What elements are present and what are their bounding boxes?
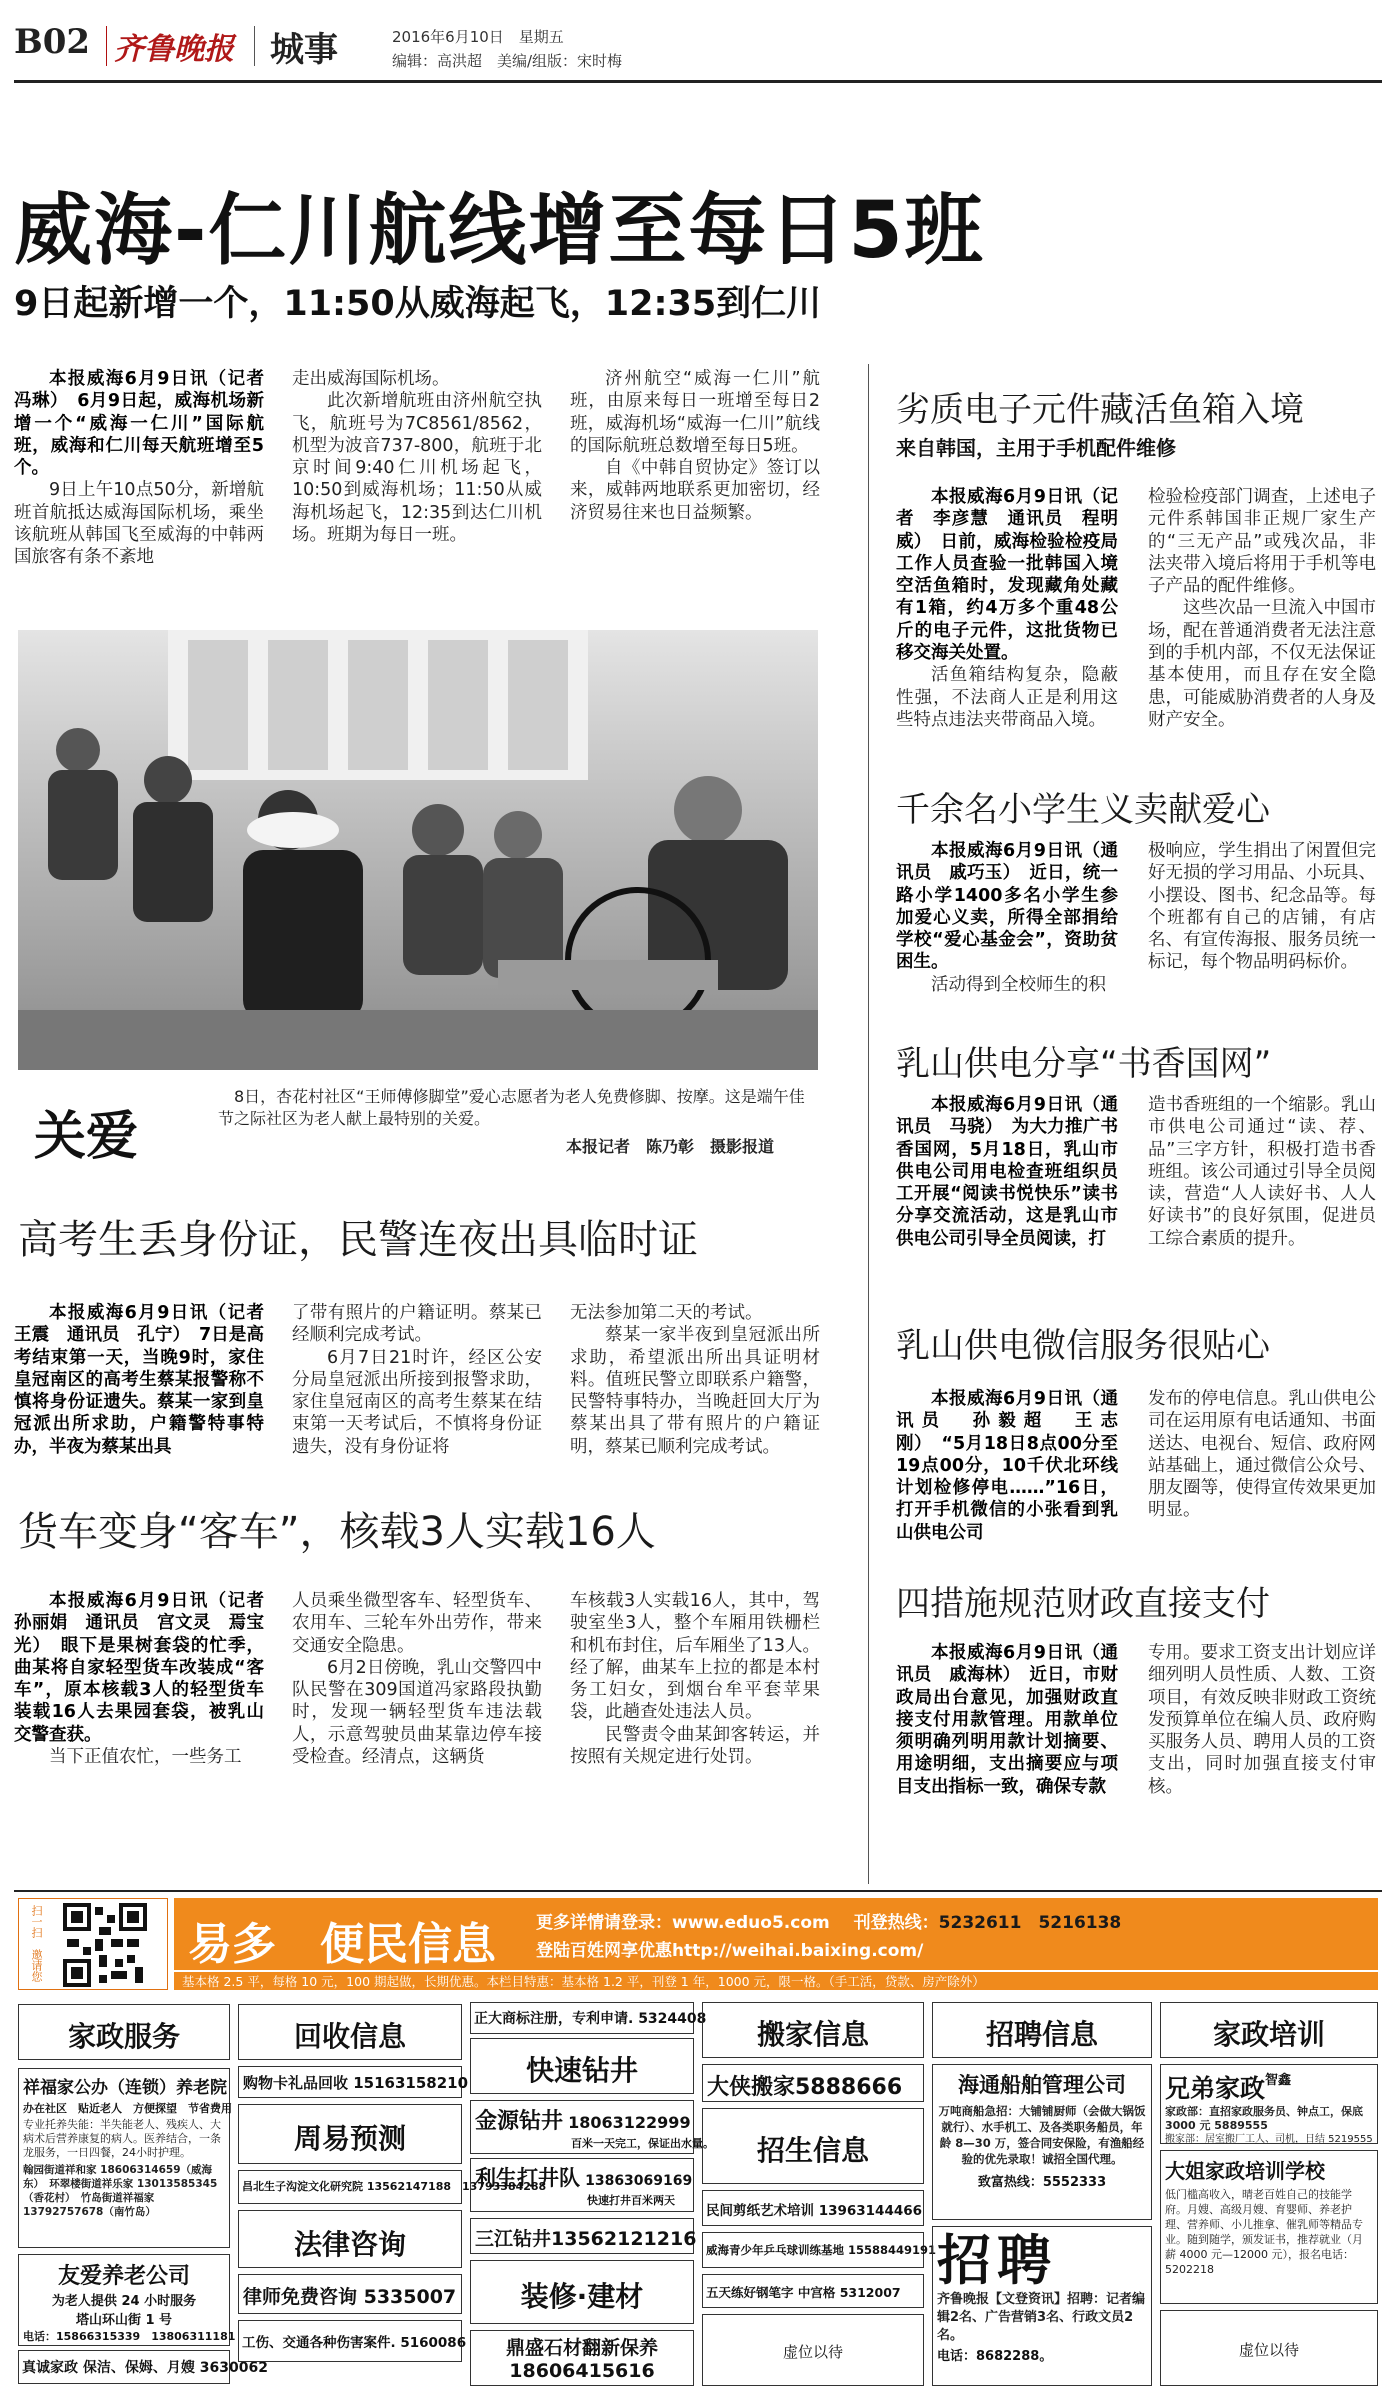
ad-cat-moving: 搬家信息 xyxy=(702,2002,924,2058)
article-title-wechat: 乳山供电微信服务很贴心 xyxy=(896,1326,1270,1366)
ad-cat-home: 家政服务 xyxy=(18,2004,230,2060)
paragraph: 9日上午10点50分，新增航班首航抵达威海国际机场，乘坐该航班从韩国飞至威海的中韩两国旅客有条不紊地 xyxy=(14,480,264,568)
ad-trademark: 正大商标注册，专利申请. 5324408 xyxy=(470,2002,694,2034)
banner-line1-label: 更多详情请登录： xyxy=(536,1913,672,1933)
ad-giftcard: 购物卡礼品回收 15163158210 xyxy=(238,2066,462,2098)
header-rule xyxy=(14,80,1382,83)
page-header xyxy=(14,14,1382,78)
paragraph: 车核载3人实载16人，其中，驾驶室坐3人，整个车厢用铁栅栏和机布封住，后车厢坐了13人。经了解，曲某车上拉的都是本村务工妇女，到烟台牟平套苹果袋，此趟查处违法人员。 xyxy=(570,1591,820,1723)
qr-text: 扫一扫 邀请您 xyxy=(30,1905,43,1982)
ad-jinyuan: 金源钻井 18063122999 百米一天完工，保证出水量。 xyxy=(470,2100,694,2154)
paragraph: 本报威海6月9日讯（通讯员 孙毅超 王志刚） “5月18日8点00分至19点00分，10千伏北环线计划检修停电……”16日，打开手机微信的小张看到乳山供电公司 xyxy=(896,1389,1118,1543)
paragraph: 造书香班组的一个缩影。乳山市供电公司通过“读、荐、品”三字方针，积极打造书香班组。该公司通过引导全员阅读，营造“人人读好书、人人好读书”的良好氛围，促进员工综合素质的提升。 xyxy=(1148,1095,1376,1249)
ad-cat-training: 家政培训 xyxy=(1160,2002,1378,2058)
finance-col2 xyxy=(1148,1642,1376,1798)
ad-banner xyxy=(174,1898,1378,1970)
headline: 威海-仁川航线增至每日5班 xyxy=(14,186,985,276)
editors: 编辑：高洪超 美编/组版：宋时梅 xyxy=(392,52,623,70)
truck-col1 xyxy=(14,1590,282,1768)
lead-article-col2 xyxy=(292,368,542,546)
paragraph: 检验检疫部门调查，上述电子元件系韩国非正规厂家生产的“三无产品”或残次品，非法夹带入境后将用于手机等电子产品的配件维修。 xyxy=(1148,487,1376,597)
ad-vacant-2: 虚位以待 xyxy=(1160,2310,1378,2386)
paragraph: 专用。要求工资支出计划应详细列明人员性质、人数、工资项目，有效反映非财政工资统发预算单位在编人员、政府购买服务人员、聘用人员的工资支出，同时加强直接支付审核。 xyxy=(1148,1643,1376,1797)
lead-article-col3 xyxy=(570,368,820,524)
paragraph: 无法参加第二天的考试。 xyxy=(570,1303,763,1323)
paragraph: 6月7日21时许，经区公安分局皇冠派出所接到报警求助，家住皇冠南区的高考生蔡某在结束第一天考试后，不慎将身份证遗失，没有身份证将 xyxy=(292,1347,542,1457)
ad-brothers: 兄弟家政$^{智鑫}$ 家政部：直招家政服务员、钟点工，保底 3000 元 5889555 搬家部：居室搬厂工人、司机，日结 5219555 xyxy=(1160,2064,1378,2144)
ad-cat-drilling: 快速钻井 xyxy=(470,2038,694,2094)
ad-sanjiang: 三江钻井13562121216 xyxy=(470,2218,694,2254)
ad-dingsheng: 鼎盛石材翻新保养 18606415616 xyxy=(470,2330,694,2386)
gaokao-col1 xyxy=(14,1302,282,1458)
page-number: B02 xyxy=(14,22,91,62)
gaokao-col3 xyxy=(570,1302,820,1458)
photo-caption: 8日，杏花村社区“王师傅修脚堂”爱心志愿者为老人免费修脚、按摩。这是端午佳节之际社区为老人献上最特别的关爱。 xyxy=(218,1087,805,1128)
ad-top-rule xyxy=(14,1890,1382,1892)
paragraph: 发布的停电信息。乳山供电公司在运用原有电话通知、书面送达、电视台、短信、政府网站基础上，通过微信公众号、朋友圈等，使得宣传效果更加明显。 xyxy=(1148,1389,1376,1521)
article-title-truck: 货车变身“客车”，核载3人实载16人 xyxy=(18,1509,656,1555)
ad-cat-jobs: 招聘信息 xyxy=(932,2002,1152,2058)
paragraph: 走出威海国际机场。 xyxy=(292,369,450,389)
lead-article-col1 xyxy=(14,368,282,569)
paragraph: 本报威海6月9日讯（通讯员 戚海林） 近日，市财政局出台意见，加强财政直接支付用款管理。用款单位须明确列明用款计划摘要、用途明细，支出摘要应与项目支出指标一致，确保专款 xyxy=(896,1643,1118,1797)
paragraph: 人员乘坐微型客车、轻型货车、农用车、三轮车外出劳作，带来交通安全隐患。 xyxy=(292,1591,542,1656)
article-title-reading: 乳山供电分享“书香国网” xyxy=(896,1044,1272,1084)
paragraph: 自《中韩自贸协定》签订以来，威韩两地联系更加密切，经济贸易往来也日益频繁。 xyxy=(570,458,820,523)
ad-cat-legal: 法律咨询 xyxy=(238,2210,462,2268)
paragraph: 本报威海6月9日讯（记者 冯琳） 6月9日起，威海机场新增一个“威海一仁川”国际航班，威海和仁川每天航班增至5个。 xyxy=(14,369,282,479)
ad-recruitment: 招聘 齐鲁晚报【文登资讯】招聘：记者编辑2名、广告营销3名、行政文员2名。 电话：8682288。 xyxy=(932,2226,1152,2386)
ad-cat-recycle: 回收信息 xyxy=(238,2004,462,2060)
finance-col1 xyxy=(896,1642,1118,1798)
photo-credit: 本报记者 陈乃彰 摄影报道 xyxy=(566,1137,775,1156)
paragraph: 本报威海6月9日讯（通讯员 马骁） 为大力推广书香国网，5月18日，乳山市供电公司用电检查班组织员工开展“阅读书悦快乐”读书分享交流活动，这是乳山市供电公司引导全员阅读，打 xyxy=(896,1095,1118,1249)
banner-title: 易多 便民信息 xyxy=(188,1919,496,1970)
article-title-fish: 劣质电子元件藏活鱼箱入境 xyxy=(896,390,1304,430)
article-title-gaokao: 高考生丢身份证，民警连夜出具临时证 xyxy=(18,1217,698,1263)
ad-haitong: 海通船舶管理公司 万吨商船急招：大铺铺厨师（会做大锅饭就行）、水手机工、及各类职务船员，年龄 8—30 万，签合同安保险，有渔船经验的优先录取！诚招全国代理。 致富热线：5552333 xyxy=(932,2064,1152,2220)
paragraph: 极响应，学生捐出了闲置但完好无损的学习用品、小玩具、小摆设、图书、纪念品等。每个班都有自己的店铺，有店名、有宣传海报、服务员统一标记，每个物品明码标价。 xyxy=(1148,841,1376,973)
paragraph: 本报威海6月9日讯（记者 孙丽娟 通讯员 宫文灵 焉宝光） 眼下是果树套袋的忙季，曲某将自家轻型货车改装成“客车”，原本核载3人的轻型货车装载16人去果园套袋，被乳山交警查获。 xyxy=(14,1591,282,1745)
ad-cat-enroll: 招生信息 xyxy=(702,2108,924,2184)
fish-col2 xyxy=(1148,486,1376,731)
newspaper-logo: 齐鲁晚报 xyxy=(114,32,234,67)
ad-nursing-home-2: 友爱养老公司 为老人提供 24 小时服务 塔山环山街 1 号 电话：15866315339 13806311181 xyxy=(18,2254,230,2346)
paragraph: 6月2日傍晚，乳山交警四中队民警在309国道冯家路段执勤时，发现一辆轻型货车违法载人，示意驾驶员曲某靠边停车接受检查。经清点，这辆货 xyxy=(292,1657,542,1768)
article-title-finance: 四措施规范财政直接支付 xyxy=(896,1584,1270,1624)
headline-subtitle: 9日起新增一个，11:50从威海起飞，12:35到仁川 xyxy=(14,284,822,324)
banner-line2: 登陆百姓网享优惠http://weihai.baixing.com/ xyxy=(536,1941,924,1961)
paragraph: 济州航空“威海一仁川”航班，由原来每日一班增至每日2班，威海机场“威海一仁川”航线的国际航班总数增至每日5班。 xyxy=(570,369,820,456)
paragraph: 当下正值农忙，一些务工 xyxy=(49,1747,242,1768)
ad-vacant-1: 虚位以待 xyxy=(702,2314,924,2386)
ad-lisheng: 利生打井队 13863069169 快速打井百米两天 xyxy=(470,2158,694,2212)
truck-col3 xyxy=(570,1590,820,1768)
charity-col2 xyxy=(1148,840,1376,974)
gaokao-col2 xyxy=(292,1302,542,1458)
ad-papercut: 民间剪纸艺术培训 13963144466 xyxy=(702,2190,924,2226)
paragraph: 本报威海6月9日讯（记者 李彦慧 通讯员 程明威） 日前，威海检验检疫局工作人员查验一批韩国入境空活鱼箱时，发现藏角处藏有1箱，约4万多个重48公斤的电子元件，这批货物已移交海关处置。 xyxy=(896,487,1118,664)
photo-illustration xyxy=(18,630,818,1070)
paragraph: 此次新增航班由济州航空执飞，航班号为7C8561/8562，机型为波音737-800，航班于北京时间9:40仁川机场起飞，10:50到威海机场；11:50从威海机场起飞，12:35到达仁川机场。班期为每日一班。 xyxy=(292,391,542,546)
banner-hotline-label: 刊登热线： xyxy=(853,1913,939,1933)
ad-nursing-home-1: 祥福家公办（连锁）养老院 办在社区 贴近老人 方便探望 节省费用 专业托养失能：半失能老人、残疾人、大病术后营养康复的病人。医养结合，一条龙服务，一日四餐，24小时护理。 翰园街道祥和家 18606314659（威海东） 环翠楼街道祥乐家 13013585345（香花村） 竹岛街道祥福家 13792757678（南竹岛） xyxy=(18,2068,230,2248)
ad-daxia: 大侠搬家5888666 xyxy=(702,2064,924,2102)
ad-fortune: 周易预测 xyxy=(238,2104,462,2164)
ad-dajie: 大姐家政培训学校 低门槛高收入，晴老百姓自己的技能学府。月嫂、高级月嫂、育婴师、养老护理、营养师、小儿推拿、催乳师等精品专业。随到随学，颁发证书，推荐就业（月薪 4000 元—12000 元），报名电话：5202218 xyxy=(1160,2150,1378,2304)
banner-phones: 5232611 5216138 xyxy=(938,1913,1122,1933)
reading-col2 xyxy=(1148,1094,1376,1250)
column-divider xyxy=(868,364,869,1884)
ad-cat-decor: 装修·建材 xyxy=(470,2260,694,2324)
ad-lawyer: 律师免费咨询 5335007 xyxy=(238,2274,462,2314)
ad-terms: 基本格 2.5 平，每格 10 元，100 期起做，长期优惠。本栏目特惠：基本格 1.2 平，刊登 1 年，1000 元，限一格。（手工活，贷款、房产除外） xyxy=(174,1972,1378,1990)
paragraph: 蔡某一家半夜到皇冠派出所求助，希望派出所出具证明材料。值班民警立即联系户籍警，民警特事特办，当晚赶回大厅为蔡某出具了带有照片的户籍证明，蔡某已顺利完成考试。 xyxy=(570,1325,820,1457)
article-title-charity: 千余名小学生义卖献爱心 xyxy=(896,790,1270,830)
paragraph: 活鱼箱结构复杂，隐蔽性强，不法商人正是利用这些特点违法夹带商品入境。 xyxy=(896,665,1118,730)
news-photo xyxy=(18,630,818,1070)
paragraph: 活动得到全校师生的积 xyxy=(931,974,1106,995)
charity-col1 xyxy=(896,840,1118,996)
qr-code-icon xyxy=(63,1903,147,1987)
ad-qr-box xyxy=(18,1898,168,1990)
fish-col1 xyxy=(896,486,1118,731)
paragraph: 本报威海6月9日讯（通讯员 戚巧玉） 近日，统一路小学1400多名小学生参加爱心义卖，所得全部捐给学校“爱心基金会”，资助贫困生。 xyxy=(896,841,1118,973)
ad-calligraphy: 五天练好钢笔字 中宫格 5312007 xyxy=(702,2274,924,2308)
ad-pingpong: 威海青少年乒乓球训练基地 15588449191 xyxy=(702,2232,924,2268)
paragraph: 民警责令曲某卸客转运，并按照有关规定进行处罚。 xyxy=(570,1724,820,1768)
photo-label: 关爱 xyxy=(34,1107,139,1167)
ad-injury: 工伤、交通各种伤害案件. 5160086 xyxy=(238,2320,462,2362)
truck-col2 xyxy=(292,1590,542,1768)
paragraph: 这些次品一旦流入中国市场，配在普通消费者无法注意到的手机内部，不仅无法保证基本使用，而且存在安全隐患，可能威胁消费者的人身及财产安全。 xyxy=(1148,598,1376,730)
reading-col1 xyxy=(896,1094,1118,1250)
issue-date: 2016年6月10日 星期五 xyxy=(392,28,564,46)
article-subtitle-fish: 来自韩国，主用于手机配件维修 xyxy=(896,436,1176,460)
paragraph: 本报威海6月9日讯（记者 王震 通讯员 孔宁） 7日是高考结束第一天，当晚9时，家住皇冠南区的高考生蔡某报警称不慎将身份证遗失。蔡某一家到皇冠派出所求助，户籍警特事特办，半夜为蔡某出具 xyxy=(14,1303,282,1457)
ad-culture: 昌北生子沟淀文化研究院 13562147188 13793384288 xyxy=(238,2170,462,2204)
banner-url[interactable]: www.eduo5.com xyxy=(672,1913,830,1933)
wechat-col2 xyxy=(1148,1388,1376,1522)
paragraph: 了带有照片的户籍证明。蔡某已经顺利完成考试。 xyxy=(292,1303,542,1346)
wechat-col1 xyxy=(896,1388,1118,1544)
section-name: 城事 xyxy=(270,30,338,70)
ad-housekeeping: 真诚家政 保洁、保姆、月嫂 3630062 xyxy=(18,2350,230,2384)
